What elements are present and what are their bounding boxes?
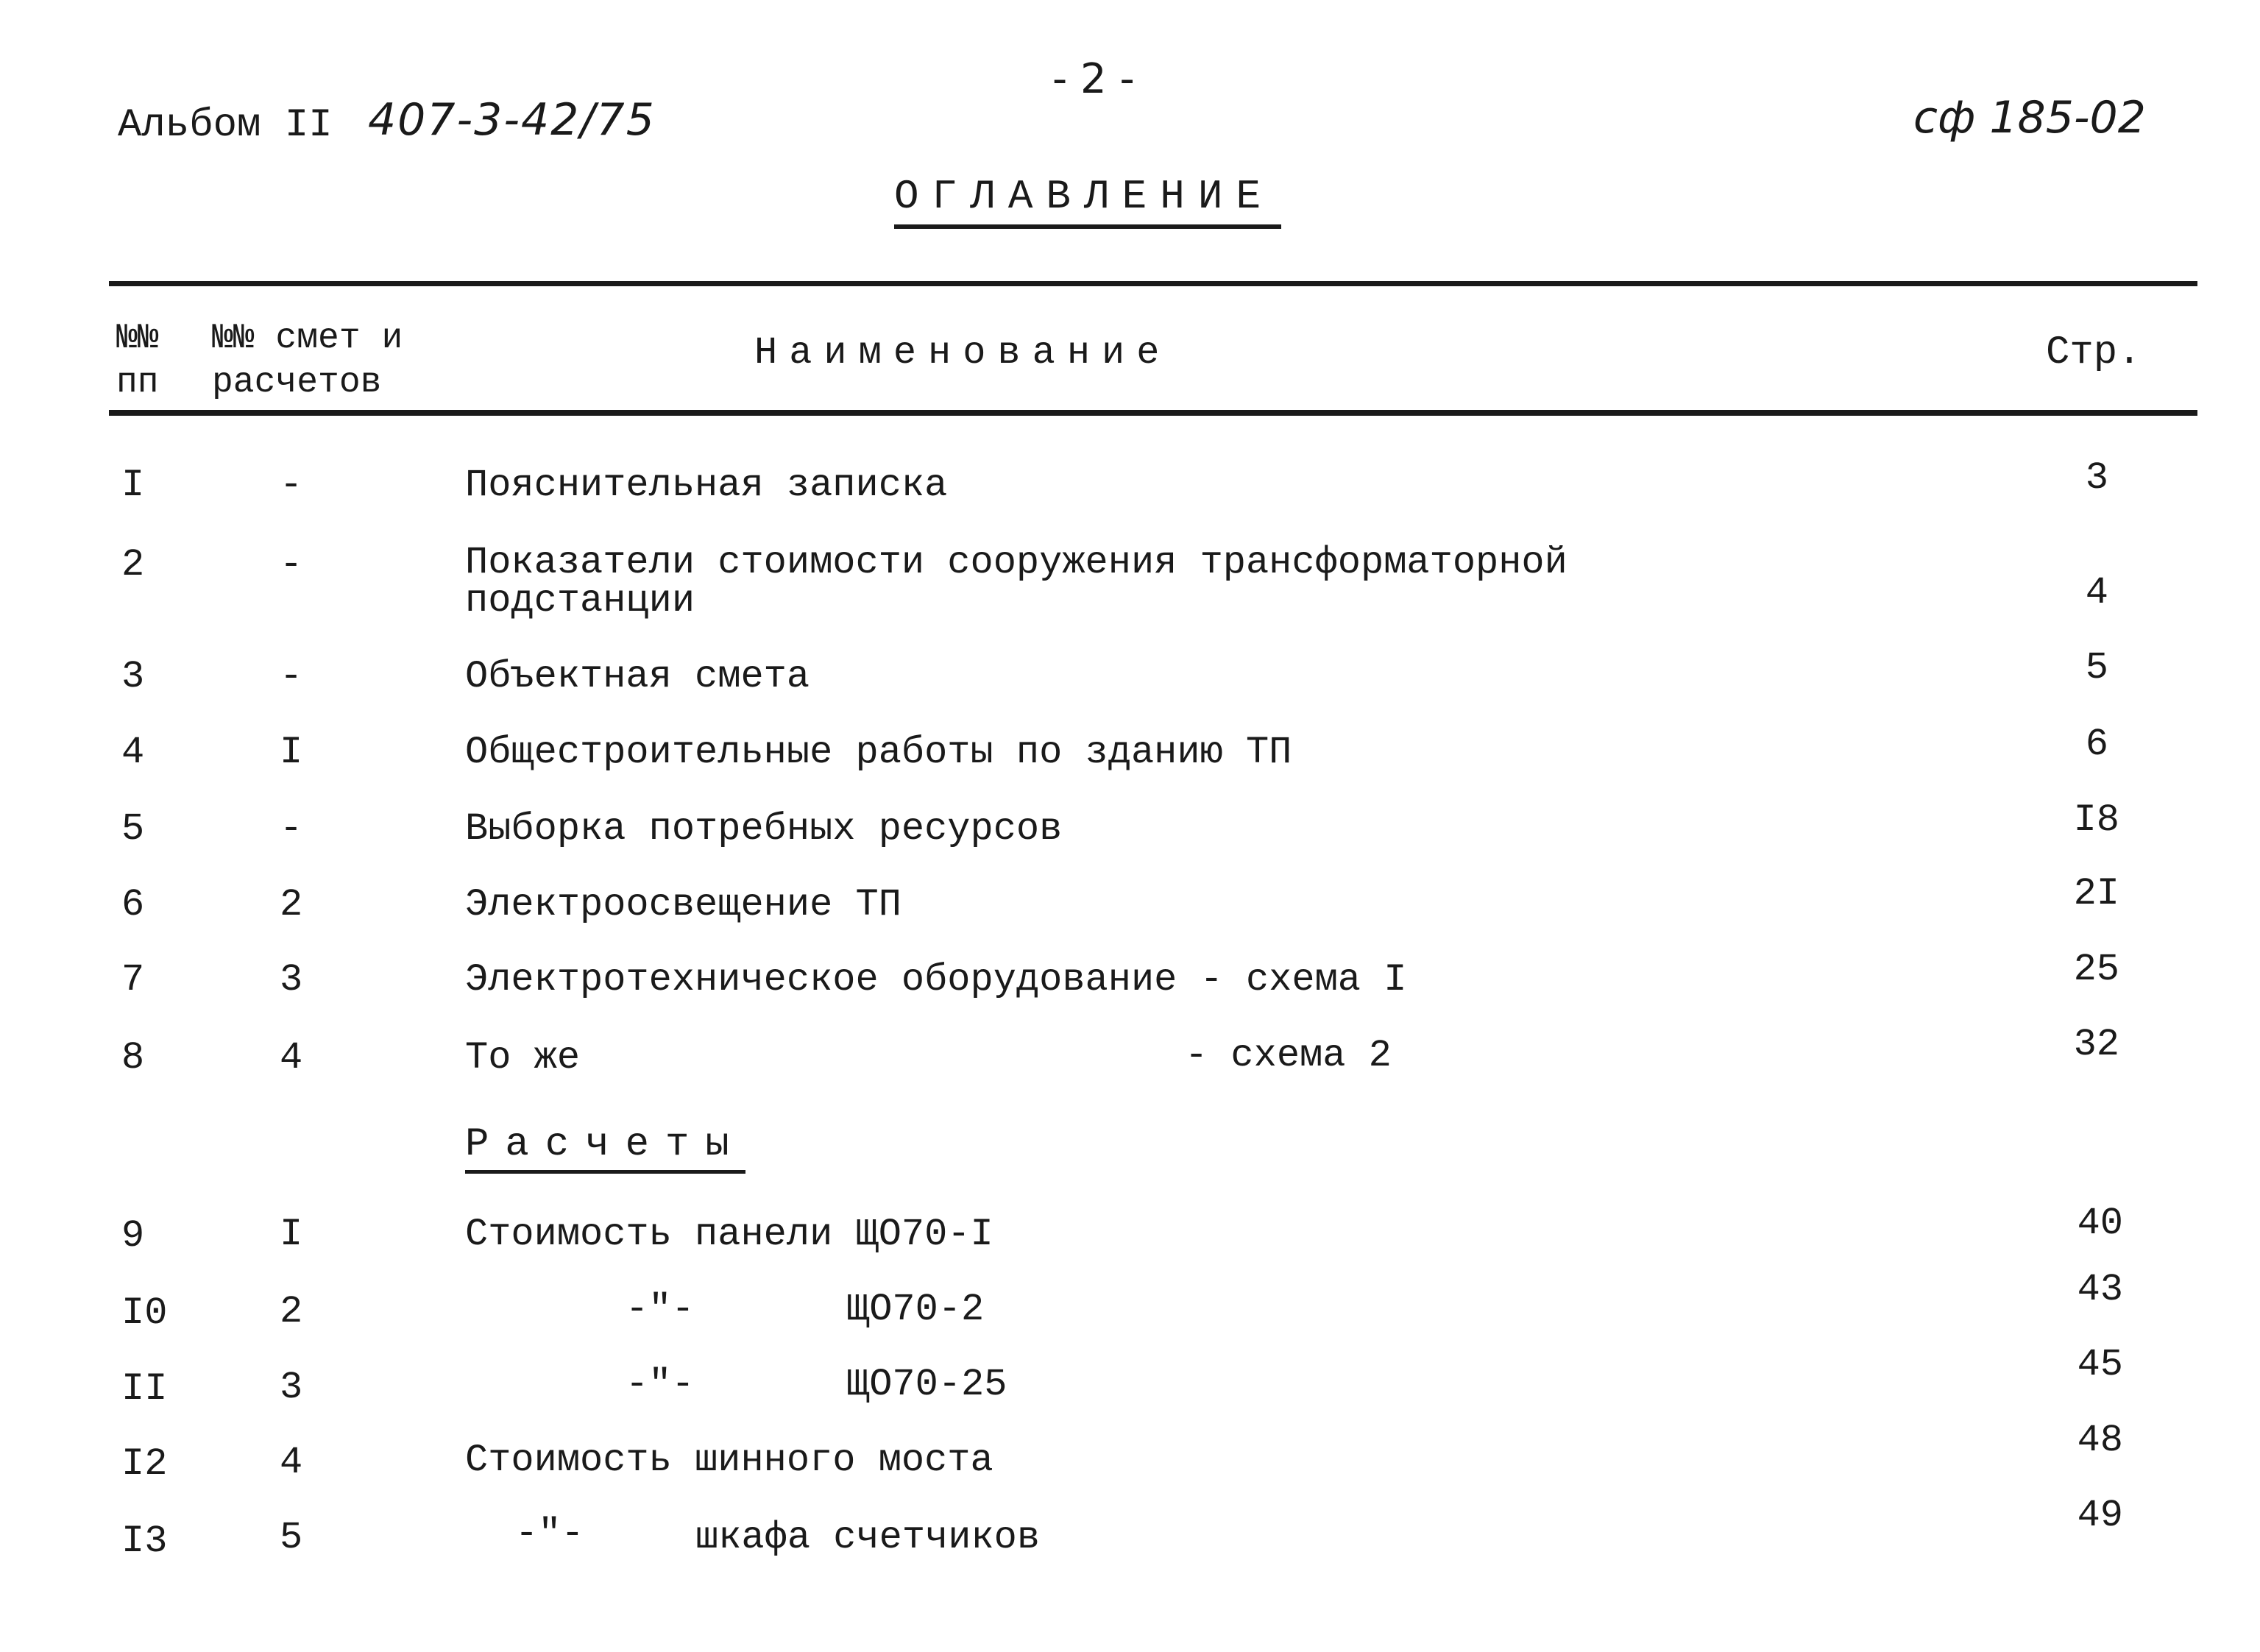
calc-row-estimate: 5 [280, 1516, 303, 1559]
calc-row-name: шкафа счетчиков [695, 1516, 1041, 1559]
row-number: 7 [121, 958, 145, 1002]
row-page: 3 [2085, 456, 2108, 500]
row-number: 6 [121, 883, 145, 926]
row-estimate: 2 [280, 883, 303, 926]
calc-row-name: ЩО70-25 [846, 1363, 1007, 1406]
calc-row-page: 40 [2077, 1202, 2123, 1245]
calc-row-ditto: -"- [626, 1363, 695, 1406]
header-estimate-line1: №№ смет и [212, 319, 403, 358]
row-number: 2 [121, 543, 145, 586]
row-page: 5 [2085, 646, 2108, 689]
row-name: То же [465, 1036, 581, 1080]
header-number-column [116, 316, 159, 405]
calc-row-name: ЩО70-2 [846, 1288, 985, 1331]
row-page: I8 [2073, 798, 2119, 842]
row-estimate: - [280, 655, 303, 698]
header-number-line1: №№ [116, 319, 159, 358]
row-page: 4 [2085, 571, 2108, 614]
header-page-column: Стр. [2046, 330, 2142, 375]
row-page: 2I [2073, 872, 2119, 915]
calc-row-estimate: I [280, 1213, 303, 1256]
row-name: Показатели стоимости сооружения трансформаторной [465, 541, 1568, 584]
row-number: 3 [121, 655, 145, 698]
row-estimate: - [280, 807, 303, 851]
row-name: Объектная смета [465, 655, 810, 698]
row-estimate: 3 [280, 958, 303, 1002]
row-page: 6 [2085, 723, 2108, 766]
calc-row-page: 49 [2077, 1494, 2123, 1537]
header-estimate-column [212, 316, 403, 405]
calc-row-number: II [121, 1367, 168, 1411]
calc-row-estimate: 4 [280, 1441, 303, 1484]
album-number: 407-3-42/75 [368, 94, 656, 146]
row-estimate: I [280, 731, 303, 774]
row-number: 5 [121, 807, 145, 851]
row-number: 8 [121, 1036, 145, 1080]
calc-row-estimate: 2 [280, 1290, 303, 1333]
section-title-calculations: Расчеты [465, 1122, 745, 1174]
table-top-rule [109, 281, 2197, 286]
album-label: Альбом II [118, 103, 333, 148]
header-number-line2: пп [116, 363, 159, 403]
calc-row-estimate: 3 [280, 1366, 303, 1409]
page-title: ОГЛАВЛЕНИЕ [894, 173, 1281, 229]
page-number: - 2 - [1052, 55, 1135, 103]
row-estimate: 4 [280, 1036, 303, 1080]
row-name: Общестроительные работы по зданию ТП [465, 731, 1292, 774]
calc-row-number: I2 [121, 1442, 168, 1486]
row-page: 32 [2073, 1023, 2119, 1066]
calc-row-number: I0 [121, 1291, 168, 1335]
row-name: Электроосвещение ТП [465, 883, 901, 926]
row-name: Выборка потребных ресурсов [465, 807, 1063, 851]
row-name: Пояснительная записка [465, 464, 948, 507]
row-estimate: - [280, 543, 303, 586]
calc-row-page: 45 [2077, 1343, 2123, 1386]
calc-row-number: 9 [121, 1214, 145, 1258]
calc-row-ditto: -"- [626, 1288, 695, 1331]
row-name-continuation: подстанции [465, 579, 695, 623]
document-code: сф 185-02 [1913, 92, 2146, 143]
calc-row-name: Стоимость панели ЩО70-I [465, 1213, 993, 1256]
table-header-rule [109, 410, 2197, 416]
calc-row-ditto: -"- [515, 1512, 584, 1556]
row-estimate: - [280, 464, 303, 507]
calc-row-number: I3 [121, 1520, 168, 1563]
calc-row-page: 43 [2077, 1268, 2123, 1311]
header-estimate-line2: расчетов [212, 363, 382, 403]
calc-row-name: Стоимость шинного моста [465, 1439, 993, 1482]
header-name-column: Наименование [754, 331, 1172, 375]
row-name: Электротехническое оборудование - схема I [465, 958, 1407, 1002]
row-number: I [121, 464, 145, 507]
row-number: 4 [121, 731, 145, 774]
row-name-scheme: - схема 2 [1185, 1034, 1392, 1077]
row-page: 25 [2073, 948, 2119, 991]
calc-row-page: 48 [2077, 1419, 2123, 1462]
